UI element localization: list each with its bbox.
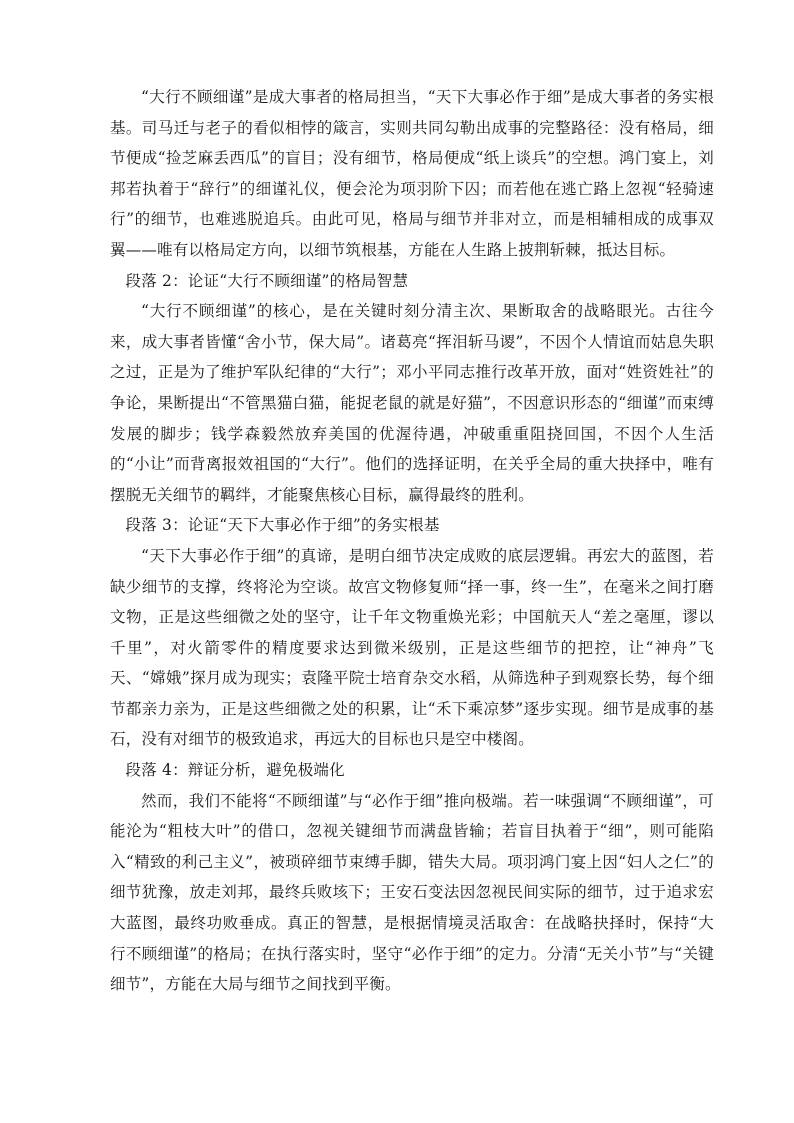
document-page [110,82,714,1000]
section-heading-4: 段落 4：辩证分析，避免极端化 [125,761,345,780]
intro-paragraph: “大行不顾细谨”是成大事者的格局担当，“天下大事必作于细”是成大事者的务实根基。司马迁与老子的看似相悖的箴言，实则共同勾勒出成事的完整路径：没有格局，细节便成“捡芝麻丢西瓜”的盲目；没有细节，格局便成“纸上谈兵”的空想。鸿门宴上，刘邦若执着于“辞行”的细谨礼仪，便会沦为项羽阶下囚；而若他在逃亡路上忽视“轻骑速行”的细节，也难逃脱追兵。由此可见，格局与细节并非对立，而是相辅相成的成事双翼——唯有以格局定方向，以细节筑根基，方能在人生路上披荆斩棘，抵达目标。 [110,88,714,259]
section-body-3: “天下大事必作于细”的真谛，是明白细节决定成败的底层逻辑。再宏大的蓝图，若缺少细节的支撑，终将沦为空谈。故宫文物修复师“择一事，终一生”，在毫米之间打磨文物，正是这些细微之处的坚守，让千年文物重焕光彩；中国航天人“差之毫厘，谬以千里”，对火箭零件的精度要求达到微米级别，正是这些细节的把控，让“神舟”飞天、“嫦娥”探月成为现实；袁隆平院士培育杂交水稻，从筛选种子到观察长势，每个细节都亲力亲为，正是这些细微之处的积累，让“禾下乘凉梦”逐步实现。细节是成事的基石，没有对细节的极致追求，再远大的目标也只是空中楼阁。 [110,546,714,749]
section-body-2: “大行不顾细谨”的核心，是在关键时刻分清主次、果断取舍的战略眼光。古往今来，成大事者皆懂“舍小节，保大局”。诸葛亮“挥泪斩马谡”，不因个人情谊而姑息失职之过，正是为了维护军队纪律的“大行”；邓小平同志推行改革开放，面对“姓资姓社”的争论，果断提出“不管黑猫白猫，能捉老鼠的就是好猫”，不因意识形态的“细谨”而束缚发展的脚步；钱学森毅然放弃美国的优渥待遇，冲破重重阻挠回国，不因个人生活的“小让”而背离报效祖国的“大行”。他们的选择证明，在关乎全局的重大抉择中，唯有摆脱无关细节的羁绊，才能聚焦核心目标，赢得最终的胜利。 [110,302,714,504]
section-heading-3: 段落 3：论证“天下大事必作于细”的务实根基 [125,516,440,535]
section-heading-2: 段落 2：论证“大行不顾细谨”的格局智慧 [125,271,409,290]
section-body-4: 然而，我们不能将“不顾细谨”与“必作于细”推向极端。若一味强调“不顾细谨”，可能沦为“粗枝大叶”的借口，忽视关键细节而满盘皆输；若盲目执着于“细”，则可能陷入“精致的利己主义”，被琐碎细节束缚手脚，错失大局。项羽鸿门宴上因“妇人之仁”的细节犹豫，放走刘邦，最终兵败垓下；王安石变法因忽视民间实际的细节，过于追求宏大蓝图，最终功败垂成。真正的智慧，是根据情境灵活取舍：在战略抉择时，保持“大行不顾细谨”的格局；在执行落实时，坚守“必作于细”的定力。分清“无关小节”与“关键细节”，方能在大局与细节之间找到平衡。 [110,791,714,994]
